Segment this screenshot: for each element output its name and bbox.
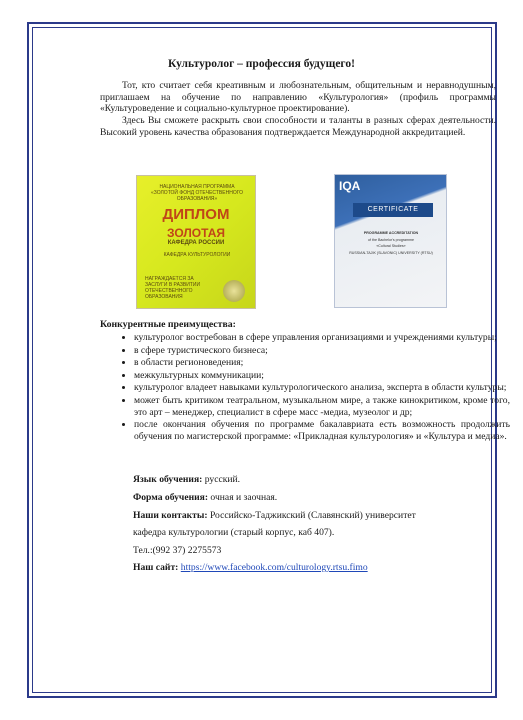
list-item: • после окончания обучения по программе бакалавриата есть возможность продолжить обучения по магистерской программе: «Прикладная культурология» и «Культура и медиа». (134, 419, 510, 442)
site-link[interactable]: https://www.facebook.com/culturology.rtsu.fimo (180, 562, 368, 573)
diploma-line-2: «ЗОЛОТОЙ ФОНД ОТЕЧЕСТВЕННОГО ОБРАЗОВАНИЯ» (150, 190, 244, 202)
diploma-seal (223, 280, 245, 302)
contacts-line-2: кафедра культурологии (старый корпус, каб 407). (133, 527, 335, 538)
list-item: • культуролог востребован в сфере управления организациями и учреждениями культуры; (134, 332, 510, 344)
advantages-list (120, 332, 510, 443)
diploma-big-3: КАФЕДРА РОССИИ (167, 240, 225, 246)
certificate-logo: IQA (339, 179, 361, 193)
certificate-line-1: PROGRAMME ACCREDITATION (363, 231, 419, 235)
list-item: • в сфере туристического бизнеса; (134, 345, 510, 357)
diploma-big-1: ДИПЛОМ (162, 206, 230, 223)
certificate-line-4: RUSSIAN-TAJIK (SLAVONIC) UNIVERSITY (RTSU) (349, 251, 433, 255)
certificate-ribbon: CERTIFICATE (353, 203, 433, 217)
list-item: • может быть критиком театральном, музыкальном мире, а также кинокритиком, кроме того, это арт – менеджер, специалист в сфере масс -медиа, музеолог и др; (134, 395, 510, 418)
diploma-line-3: КАФЕДРА КУЛЬТУРОЛОГИИ (163, 252, 231, 258)
form-line (133, 492, 277, 503)
document-title: Культуролог – профессия будущего! (168, 58, 355, 70)
certificate-line-2: of the Bachelor's programme (367, 238, 415, 242)
certificate-line-3: «Cultural Studies» (376, 244, 406, 248)
site-line (133, 562, 368, 573)
intro-paragraph: Тот, кто считает себя креативным и любознательным, общительным и неравнодушным, приглашаем на обучение по направлению «Культурология» (профиль программы «Культуроведение и социально-культурное проектирование). (100, 80, 496, 115)
form-label: Форма обучения: (133, 492, 209, 503)
contacts-value: Российско-Таджикский (Славянский) университет (207, 510, 416, 521)
list-item: • в области регионоведения; (134, 357, 510, 369)
form-value: очная и заочная. (208, 492, 278, 503)
diploma-line-4: НАГРАЖДАЕТСЯ ЗА ЗАСЛУГИ В РАЗВИТИИ ОТЕЧЕСТВЕННОГО ОБРАЗОВАНИЯ (145, 276, 201, 300)
contacts-label: Наши контакты: (133, 510, 208, 521)
language-line (133, 474, 240, 485)
advantages-heading: Конкурентные преимущества: (100, 319, 236, 330)
language-label: Язык обучения: (133, 474, 203, 485)
diploma-image (137, 176, 255, 308)
language-value: русский. (202, 474, 241, 485)
contacts-line (133, 510, 416, 521)
diploma-big-2: ЗОЛОТАЯ (166, 226, 225, 240)
list-item: • культуролог владеет навыками культурологического анализа, эксперта в области культуры; (134, 382, 510, 394)
list-item: • межкультурных коммуникации; (134, 370, 510, 382)
certificate-image (335, 175, 446, 307)
diploma-line-1: НАЦИОНАЛЬНАЯ ПРОГРАММА (159, 184, 235, 190)
phone-line: Тел.:(992 37) 2275573 (133, 545, 222, 556)
accreditation-paragraph: Здесь Вы сможете раскрыть свои способности и таланты в разных сферах деятельности. Высокий уровень качества образования подтверждается Международной аккредитацией. (100, 115, 496, 138)
site-label: Наш сайт: (133, 562, 179, 573)
